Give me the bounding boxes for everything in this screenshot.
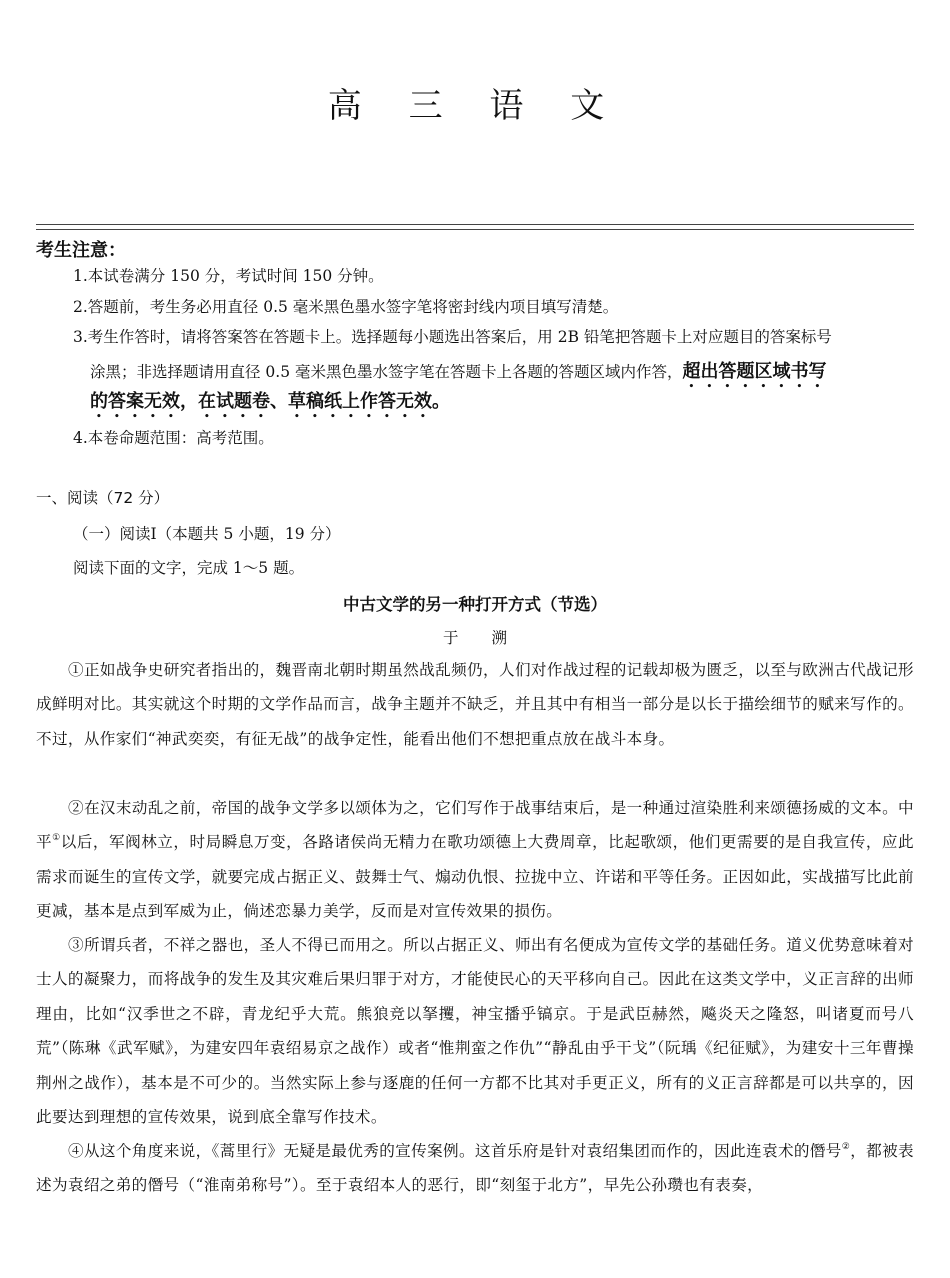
sub-section-heading: （一）阅读Ⅰ（本题共 5 小题，19 分） xyxy=(73,525,341,543)
article-paragraph-1: ①正如战争史研究者指出的，魏晋南北朝时期虽然战乱频仍，人们对作战过程的记载却极为匮乏，以至与欧洲古代战记形成鲜明对比。其实就这个时期的文学作品而言，战争主题并不缺乏，并且其中有相当一部分是以长于描绘细节的赋来写作的。不过，从作家们“神武奕奕，有征无战”的战争定性，能看出他们不想把重点放在战斗本身。 xyxy=(36,661,914,748)
section-heading: 一、阅读（72 分） xyxy=(36,489,170,507)
article-paragraph-3: ③所谓兵者，不祥之器也，圣人不得已而用之。所以占据正义、师出有名便成为宣传文学的基础任务。道义优势意味着对士人的凝聚力，而将战争的发生及其灾难后果归罪于对方，才能使民心的天平移向自己。因此在这类文学中，义正言辞的出师理由，比如“汉季世之不辟，青龙纪乎大荒。熊狼竞以拏攫，神宝播乎镐京。于是武臣赫然，飚炎天之隆怒，叫诸夏而号八荒”（陈琳《武军赋》，为建安四年袁绍易京之战作）或者“惟荆蛮之作仇”“静乱由乎干戈”（阮瑀《纪征赋》，为建安十三年曹操荆州之战作），基本是不可少的。当然实际上参与逐鹿的任何一方都不比其对手更正义，所有的义正言辞都是可以共享的，因此要达到理想的宣传效果，说到底全靠写作技术。 xyxy=(36,936,914,1127)
notice-item-4: 4.本卷命题范围：高考范围。 xyxy=(73,429,274,447)
footnote-marker-2: ② xyxy=(841,1142,851,1152)
article-paragraph-4 xyxy=(36,1134,914,1203)
paragraph-4-text-a: ④从这个角度来说，《蒿里行》无疑是最优秀的宣传案例。这首乐府是针对袁绍集团而作的，因此连袁术的僭号 xyxy=(68,1142,842,1160)
notice-item-3-line-3: 的答案无效，在试题卷、草稿纸上作答无效。 xyxy=(90,391,450,412)
header-divider-thin xyxy=(36,229,914,230)
notice-item-3-emphasis: 超出答题区域书写 xyxy=(682,361,827,382)
footnote-marker-1: ① xyxy=(52,833,61,844)
article-title: 中古文学的另一种打开方式（节选） xyxy=(343,595,607,614)
reading-instruction: 阅读下面的文字，完成 1～5 题。 xyxy=(73,559,305,577)
paragraph-2-text-a: ②在汉末动乱之前，帝国的战争文学多以颂体为之，它们写作于战事结束后，是一种通过渲染胜利来颂德扬威的文本。中平 xyxy=(36,799,914,852)
article-author: 于 溯 xyxy=(443,629,521,647)
notice-item-2: 2.答题前，考生务必用直径 0.5 毫米黑色墨水签字笔将密封线内项目填写清楚。 xyxy=(73,298,619,316)
notice-item-3-plain: 涂黑；非选择题请用直径 0.5 毫米黑色墨水签字笔在答题卡上各题的答题区域内作答， xyxy=(90,363,683,381)
exam-title: 高 三 语 文 xyxy=(327,86,623,126)
paragraph-4-text-b: ，都被表述为袁绍之弟的僭号（“淮南弟称号”）。至于袁绍本人的恶行，即“刻玺于北方”，早先公孙瓒也有表奏， xyxy=(36,1142,914,1195)
notice-heading: 考生注意： xyxy=(36,240,126,261)
paragraph-2-text-b: 以后，军阀林立，时局瞬息万变，各路诸侯尚无精力在歌功颂德上大费周章，比起歌颂，他们更需要的是自我宣传，应此需求而诞生的宣传文学，就要完成占据正义、鼓舞士气、煽动仇恨、拉拢中立、许诺和平等任务。正因如此，实战描写比此前更减，基本是点到军威为止，倘述恋暴力美学，反而是对宣传效果的损伤。 xyxy=(36,833,914,921)
article-paragraph-2 xyxy=(36,791,914,929)
notice-item-3-line-1: 3.考生作答时，请将答案答在答题卡上。选择题每小题选出答案后，用 2B 铅笔把答题卡上对应题目的答案标号 xyxy=(73,328,832,346)
notice-item-1: 1.本试卷满分 150 分，考试时间 150 分钟。 xyxy=(73,267,384,285)
header-divider xyxy=(36,224,914,225)
